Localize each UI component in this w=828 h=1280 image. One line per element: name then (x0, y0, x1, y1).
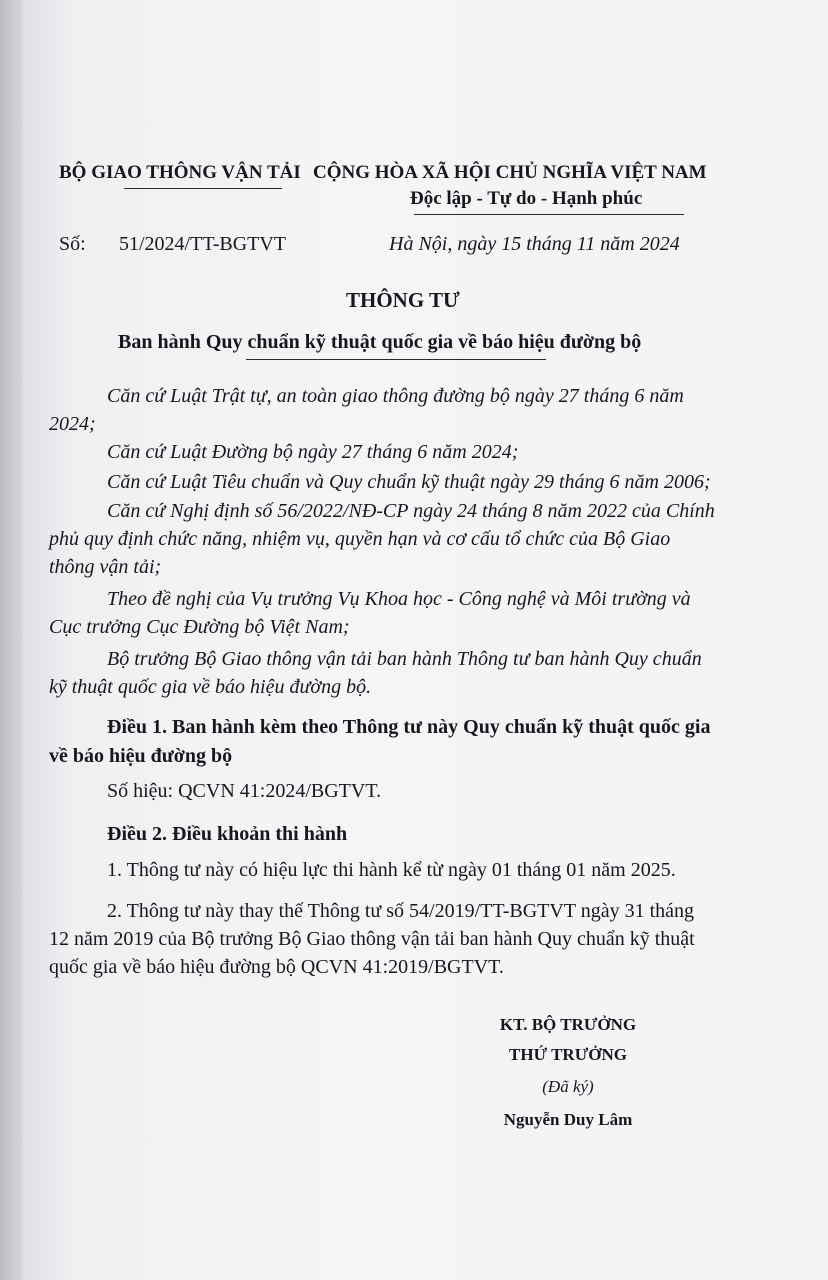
article-2-item-2-line3: quốc gia về báo hiệu đường bộ QCVN 41:2019/BGTVT. (49, 956, 504, 978)
ministry-name: BỘ GIAO THÔNG VẬN TẢI (59, 162, 301, 183)
preamble-1-line1: Căn cứ Luật Trật tự, an toàn giao thông đường bộ ngày 27 tháng 6 năm (107, 385, 684, 407)
place-date: Hà Nội, ngày 15 tháng 11 năm 2024 (389, 233, 680, 255)
signer-name: Nguyễn Duy Lâm (503, 1110, 633, 1129)
preamble-4-line1: Căn cứ Nghị định số 56/2022/NĐ-CP ngày 24 tháng 8 năm 2022 của Chính (107, 500, 715, 522)
page-edge-shadow (0, 0, 22, 1280)
preamble-4-line3: thông vận tải; (49, 556, 162, 578)
doc-number: 51/2024/TT-BGTVT (119, 233, 287, 255)
doc-number-label: Số: (59, 233, 86, 255)
article-1-heading-line1: Điều 1. Ban hành kèm theo Thông tư này Quy chuẩn kỹ thuật quốc gia (107, 716, 711, 738)
article-2-item-1: 1. Thông tư này có hiệu lực thi hành kể từ ngày 01 tháng 01 năm 2025. (107, 859, 676, 881)
preamble-5-line2: Cục trưởng Cục Đường bộ Việt Nam; (49, 616, 350, 638)
preamble-4-line2: phủ quy định chức năng, nhiệm vụ, quyền hạn và cơ cấu tổ chức của Bộ Giao (49, 528, 671, 550)
signer-title-2: THỨ TRƯỞNG (509, 1045, 627, 1064)
document-subject: Ban hành Quy chuẩn kỹ thuật quốc gia về báo hiệu đường bộ (118, 331, 642, 353)
article-1-code: Số hiệu: QCVN 41:2024/BGTVT. (107, 780, 382, 802)
subject-underline (246, 359, 546, 360)
country-name: CỘNG HÒA XÃ HỘI CHỦ NGHĨA VIỆT NAM (313, 162, 707, 183)
preamble-6-line2: kỹ thuật quốc gia về báo hiệu đường bộ. (49, 676, 372, 698)
preamble-3: Căn cứ Luật Tiêu chuẩn và Quy chuẩn kỹ thuật ngày 29 tháng 6 năm 2006; (107, 471, 711, 493)
preamble-6-line1: Bộ trưởng Bộ Giao thông vận tải ban hành Thông tư ban hành Quy chuẩn (107, 648, 702, 670)
article-2-item-2-line1: 2. Thông tư này thay thế Thông tư số 54/2019/TT-BGTVT ngày 31 tháng (107, 900, 695, 922)
article-1-heading-line2: về báo hiệu đường bộ (49, 745, 233, 767)
motto-underline (414, 214, 684, 215)
preamble-1-line2: 2024; (49, 413, 96, 435)
article-2-heading: Điều 2. Điều khoản thi hành (107, 823, 348, 845)
document-page (22, 0, 828, 1280)
document-type: THÔNG TƯ (346, 288, 460, 312)
national-motto: Độc lập - Tự do - Hạnh phúc (410, 188, 643, 209)
ministry-underline (124, 188, 282, 189)
signed-note: (Đã ký) (542, 1077, 594, 1096)
article-2-item-2-line2: 12 năm 2019 của Bộ trưởng Bộ Giao thông vận tải ban hành Quy chuẩn kỹ thuật (49, 928, 695, 950)
preamble-2: Căn cứ Luật Đường bộ ngày 27 tháng 6 năm 2024; (107, 441, 519, 463)
signer-title-1: KT. BỘ TRƯỞNG (499, 1015, 637, 1034)
preamble-5-line1: Theo đề nghị của Vụ trưởng Vụ Khoa học - Công nghệ và Môi trường và (107, 588, 691, 610)
